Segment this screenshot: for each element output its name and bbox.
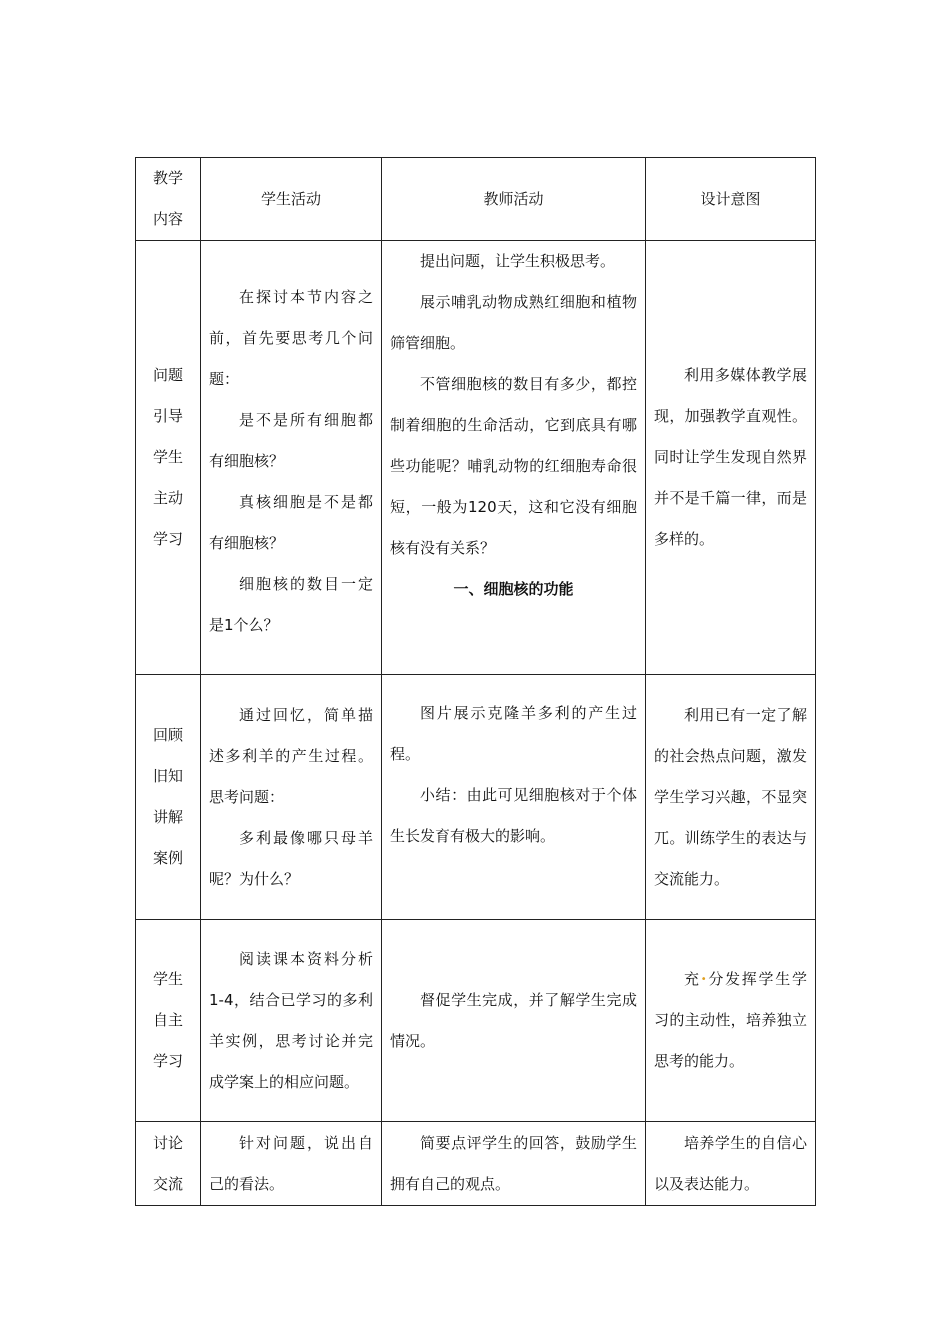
student-activity-text: 多利最像哪只母羊呢？为什么？	[209, 828, 373, 888]
topic-cell	[136, 675, 201, 920]
student-activity-cell	[201, 241, 382, 675]
topic-cell	[136, 920, 201, 1122]
topic-line: 讨论	[152, 1133, 183, 1152]
student-activity-text: 真核细胞是不是都有细胞核？	[209, 493, 373, 552]
header-topic	[136, 158, 201, 241]
design-intent-cell	[646, 241, 816, 675]
topic-cell	[136, 1122, 201, 1206]
teacher-activity-text: 简要点评学生的回答，鼓励学生拥有自己的观点。	[390, 1133, 637, 1193]
student-activity-text: 阅读课本资料分析1-4，结合已学习的多利羊实例，思考讨论并完成学案上的相应问题。	[209, 949, 373, 1091]
teacher-activity-cell	[382, 1122, 646, 1206]
topic-line: 自主	[152, 1011, 183, 1029]
table-row	[136, 675, 816, 920]
student-activity-text: 通过回忆，简单描述多利羊的产生过程。思考问题：	[209, 705, 373, 806]
design-intent-text	[654, 959, 807, 1082]
header-topic-line1: 教学	[152, 169, 183, 187]
header-row	[136, 158, 816, 241]
intent-text-rest: 分发挥学生学习的主动性，培养独立思考的能力。	[654, 970, 807, 1070]
table-row	[136, 1122, 816, 1206]
topic-line: 学习	[152, 530, 183, 548]
topic-line: 问题	[152, 366, 183, 384]
student-activity-text: 在探讨本节内容之前，首先要思考几个问题：	[209, 288, 373, 388]
design-intent-text: 利用多媒体教学展现，加强教学直观性。同时让学生发现自然界并不是千篇一律，而是多样的。	[654, 366, 807, 548]
topic-line: 旧知	[152, 767, 183, 785]
header-student-activity: 学生活动	[201, 158, 382, 241]
student-activity-cell	[201, 675, 382, 920]
intent-text-start: 充	[684, 970, 701, 988]
student-activity-text: 是不是所有细胞都有细胞核？	[209, 411, 373, 470]
table-row	[136, 241, 816, 675]
design-intent-cell	[646, 1122, 816, 1206]
design-intent-cell	[646, 675, 816, 920]
topic-line: 引导	[152, 407, 183, 425]
teacher-activity-text: 督促学生完成，并了解学生完成情况。	[390, 990, 637, 1050]
teacher-activity-cell	[382, 241, 646, 675]
student-activity-cell	[201, 1122, 382, 1206]
design-intent-cell	[646, 920, 816, 1122]
topic-cell	[136, 241, 201, 675]
topic-line: 回顾	[152, 726, 183, 744]
student-activity-text: 细胞核的数目一定是1个么？	[209, 575, 373, 634]
header-teacher-activity: 教师活动	[382, 158, 646, 241]
teacher-activity-cell	[382, 920, 646, 1122]
teacher-activity-text: 展示哺乳动物成熟红细胞和植物筛管细胞。	[390, 293, 637, 352]
teacher-activity-text: 小结：由此可见细胞核对于个体生长发育有极大的影响。	[390, 786, 637, 845]
topic-line: 学生	[152, 448, 183, 466]
table-row	[136, 920, 816, 1122]
teacher-activity-text: 提出问题，让学生积极思考。	[420, 252, 616, 270]
student-activity-text: 针对问题，说出自己的看法。	[209, 1133, 373, 1193]
topic-line: 主动	[152, 489, 183, 507]
topic-line: 案例	[152, 849, 183, 867]
design-intent-text: 利用已有一定了解的社会热点问题，激发学生学习兴趣，不显突兀。训练学生的表达与交流能力。	[654, 705, 807, 888]
student-activity-cell	[201, 920, 382, 1122]
teacher-activity-text: 图片展示克隆羊多利的产生过程。	[390, 704, 637, 763]
teacher-activity-cell	[382, 675, 646, 920]
topic-line: 学生	[152, 970, 183, 988]
topic-line: 讲解	[152, 808, 183, 826]
lesson-plan-table	[135, 157, 816, 1206]
teacher-activity-text: 不管细胞核的数目有多少，都控制着细胞的生命活动，它到底具有哪些功能呢？哺乳动物的红细胞寿命很短，一般为120天，这和它没有细胞核有没有关系？	[390, 375, 637, 557]
marker-dot-icon: •	[700, 974, 707, 985]
header-design-intent: 设计意图	[646, 158, 816, 241]
section-heading: 一、细胞核的功能	[453, 580, 574, 598]
topic-line: 交流	[152, 1174, 183, 1193]
design-intent-text: 培养学生的自信心以及表达能力。	[654, 1133, 807, 1193]
header-topic-line2: 内容	[152, 210, 183, 228]
topic-line: 学习	[152, 1052, 183, 1070]
